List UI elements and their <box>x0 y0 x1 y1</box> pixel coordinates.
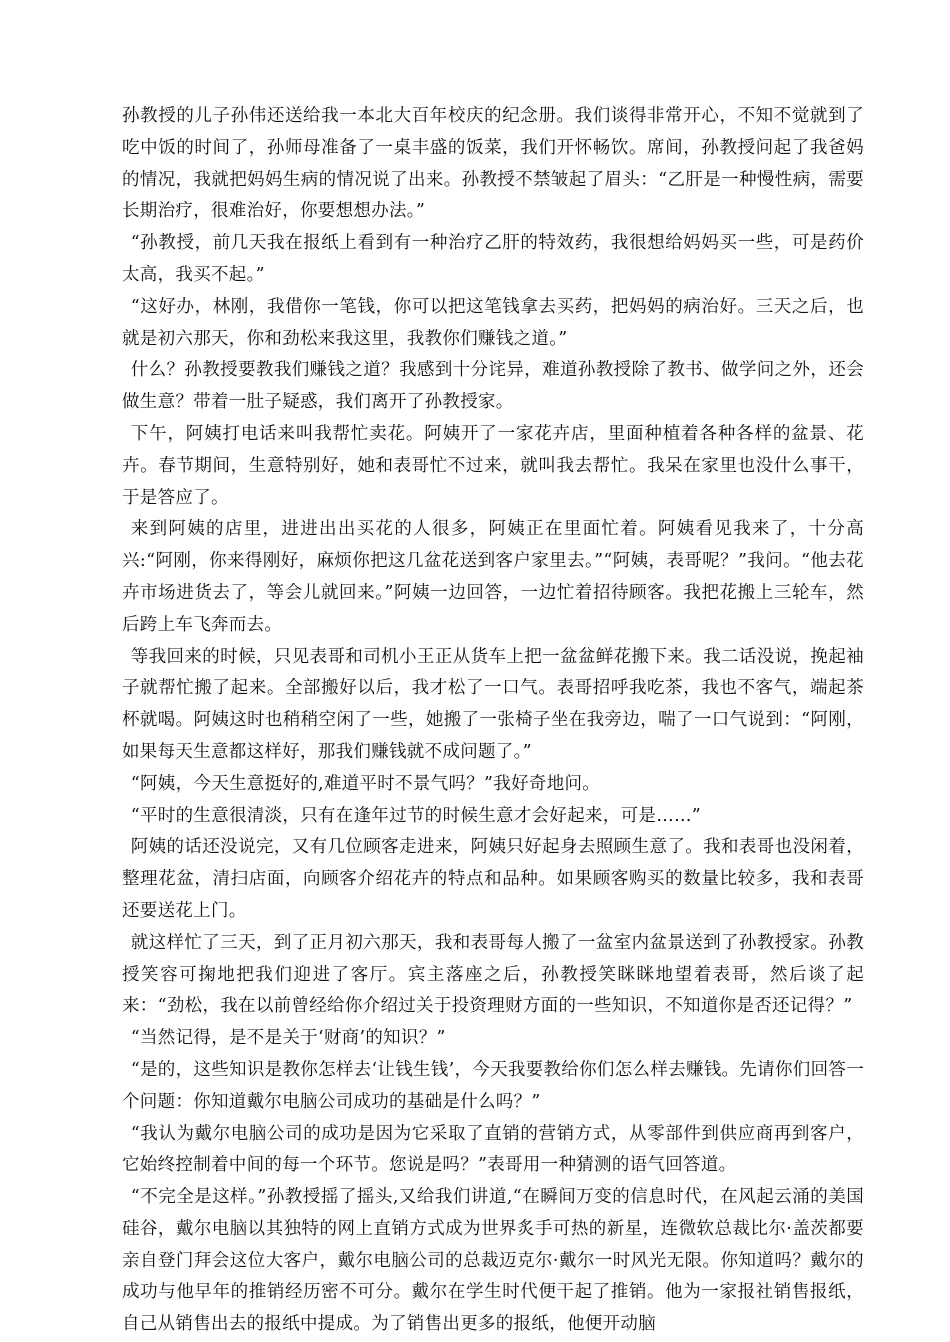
paragraph: “阿姨，今天生意挺好的,难道平时不景气吗？”我好奇地问。 <box>130 773 601 794</box>
paragraph: “这好办，林刚，我借你一笔钱，你可以把这笔钱拿去买药，把妈妈的病治好。三天之后，也就是初六那天，你和劲松来我这里，我教你们赚钱之道。” <box>122 296 864 349</box>
paragraph: “平时的生意很清淡，只有在逢年过节的时候生意才会好起来，可是……” <box>130 805 702 826</box>
paragraph: “我认为戴尔电脑公司的成功是因为它采取了直销的营销方式，从零部件到供应商再到客户，它始终控制着中间的每一个环节。您说是吗？”表哥用一种猜测的语气回答道。 <box>122 1123 864 1176</box>
paragraph: 就这样忙了三天，到了正月初六那天，我和表哥每人搬了一盆室内盆景送到了孙教授家。孙教授笑容可掬地把我们迎进了客厅。宾主落座之后，孙教授笑眯眯地望着表哥，然后谈了起来：“劲松，我在以前曾经给你介绍过关于投资理财方面的一些知识，不知道你是否还记得？” <box>122 932 864 1017</box>
paragraph: “是的，这些知识是教你怎样去‘让钱生钱’，今天我要教给你们怎么样去赚钱。先请你们回答一个问题：你知道戴尔电脑公司成功的基础是什么吗？” <box>122 1059 864 1112</box>
paragraph: 什么？孙教授要教我们赚钱之道？我感到十分诧异，难道孙教授除了教书、做学问之外，还会做生意？带着一肚子疑惑，我们离开了孙教授家。 <box>122 360 864 413</box>
document-body <box>122 101 864 1341</box>
paragraph: 下午，阿姨打电话来叫我帮忙卖花。阿姨开了一家花卉店，里面种植着各种各样的盆景、花卉。春节期间，生意特别好，她和表哥忙不过来，就叫我去帮忙。我呆在家里也没什么事干，于是答应了。 <box>122 423 864 508</box>
paragraph: 阿姨的话还没说完，又有几位顾客走进来，阿姨只好起身去照顾生意了。我和表哥也没闲着，整理花盆，清扫店面，向顾客介绍花卉的特点和品种。如果顾客购买的数量比较多，我和表哥还要送花上门。 <box>122 837 864 921</box>
paragraph: 孙教授的儿子孙伟还送给我一本北大百年校庆的纪念册。我们谈得非常开心，不知不觉就到了吃中饭的时间了，孙师母准备了一桌丰盛的饭菜，我们开怀畅饮。席间，孙教授问起了我爸妈的情况，我就把妈妈生病的情况说了出来。孙教授不禁皱起了眉头：“乙肝是一种慢性病，需要长期治疗，很难治好，你要想想办法。” <box>122 106 864 222</box>
paragraph: 等我回来的时候，只见表哥和司机小王正从货车上把一盆盆鲜花搬下来。我二话没说，挽起袖子就帮忙搬了起来。全部搬好以后，我才松了一口气。表哥招呼我吃茶，我也不客气，端起茶杯就喝。阿姨这时也稍稍空闲了一些，她搬了一张椅子坐在我旁边，喘了一口气说到：“阿刚，如果每天生意都这样好，那我们赚钱就不成问题了。” <box>122 646 864 762</box>
paragraph: “不完全是这样。”孙教授摇了摇头,又给我们讲道,“在瞬间万变的信息时代，在风起云涌的美国硅谷，戴尔电脑以其独特的网上直销方式成为世界炙手可热的新星，连微软总裁比尔·盖茨都要亲自登门拜会这位大客户，戴尔电脑公司的总裁迈克尔·戴尔一时风光无限。你知道吗？戴尔的成功与他早年的推销经历密不可分。戴尔在学生时代便干起了推销。他为一家报社销售报纸，自己从销售出去的报纸中提成。为了销售出更多的报纸，他便开动脑 <box>122 1187 864 1335</box>
paragraph: 来到阿姨的店里，进进出出买花的人很多，阿姨正在里面忙着。阿姨看见我来了，十分高兴:“阿刚，你来得刚好，麻烦你把这几盆花送到客户家里去。”“阿姨，表哥呢？”我问。“他去花卉市场进货去了，等会儿就回来。”阿姨一边回答，一边忙着招待顾客。我把花搬上三轮车，然后跨上车飞奔而去。 <box>122 519 864 635</box>
paragraph: “当然记得，是不是关于‘财商’的知识？” <box>130 1028 446 1049</box>
paragraph: “孙教授，前几天我在报纸上看到有一种治疗乙肝的特效药，我很想给妈妈买一些，可是药价太高，我买不起。” <box>122 233 864 285</box>
